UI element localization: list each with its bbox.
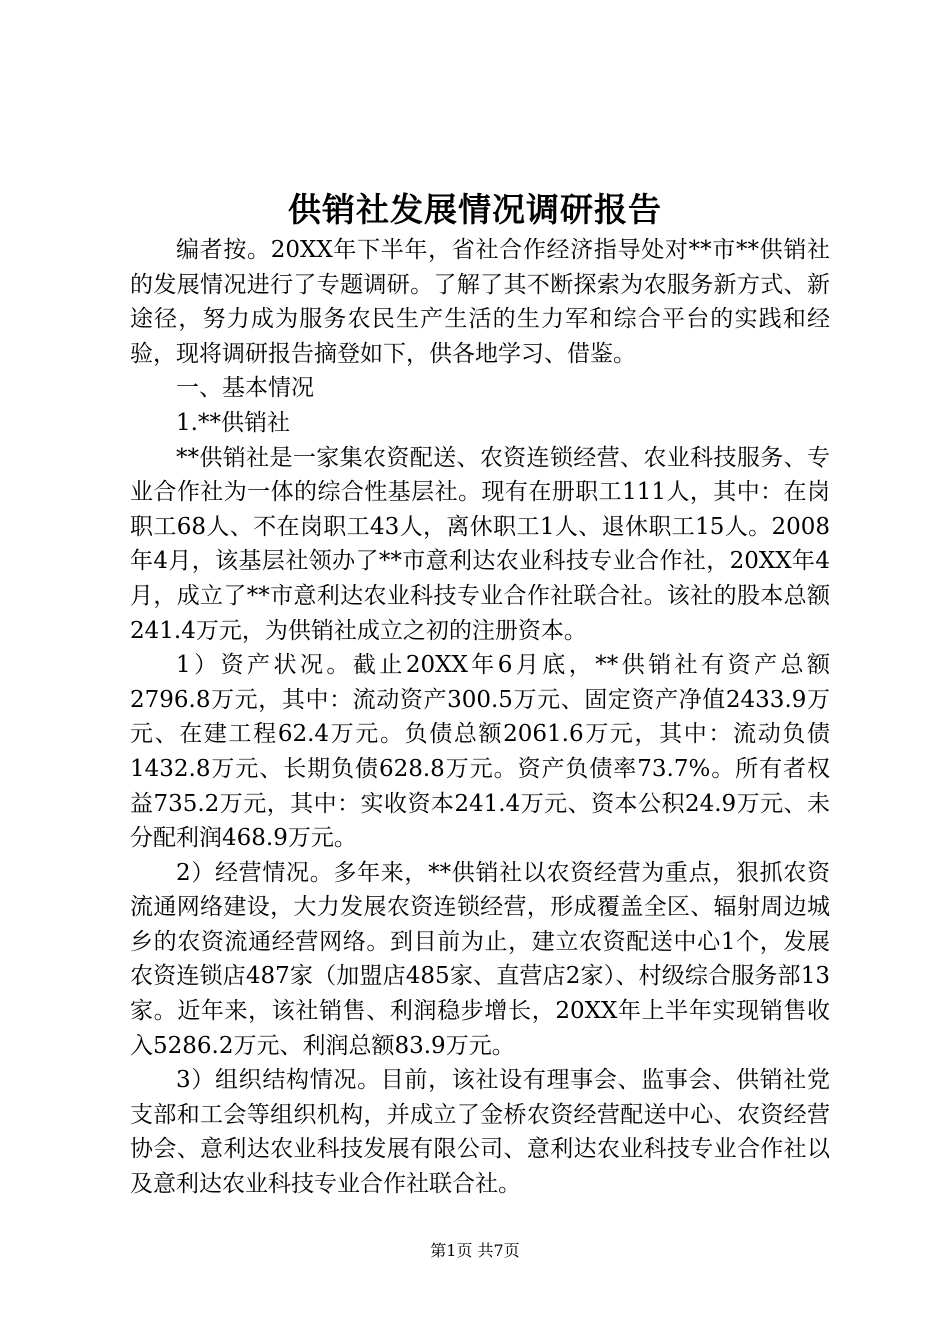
coop-overview-paragraph: **供销社是一家集农资配送、农资连锁经营、农业科技服务、专业合作社为一体的综合性基层社。现有在册职工111人，其中：在岗职工68人、不在岗职工43人，离休职工1人、退休职工15人。2008年4月，该基层社领办了**市意利达农业科技专业合作社，20XX年4月，成立了**市意利达农业科技专业合作社联合社。该社的股本总额241.4万元，为供销社成立之初的注册资本。: [130, 444, 830, 644]
asset-status-paragraph: 1）资产状况。截止20XX年6月底，**供销社有资产总额2796.8万元，其中：流动资产300.5万元、固定资产净值2433.9万元、在建工程62.4万元。负债总额2061.6万元，其中：流动负债1432.8万元、长期负债628.8万元。资产负债率73.7%。所有者权益735.2万元，其中：实收资本241.4万元、资本公积24.9万元、未分配利润468.9万元。: [130, 652, 830, 852]
section-heading-basic-info: 一、基本情况: [176, 375, 314, 402]
document-title: 供销社发展情况调研报告: [288, 190, 662, 229]
org-structure-paragraph: 3）组织结构情况。目前，该社设有理事会、监事会、供销社党支部和工会等组织机构，并成立了金桥农资经营配送中心、农资经营协会、意利达农业科技发展有限公司、意利达农业科技专业合作社以及意利达农业科技专业合作社联合社。: [130, 1067, 830, 1198]
editor-note-paragraph: 编者按。20XX年下半年，省社合作经济指导处对**市**供销社的发展情况进行了专题调研。了解了其不断探索为农服务新方式、新途径，努力成为服务农民生产生活的生力军和综合平台的实践和经验，现将调研报告摘登如下，供各地学习、借鉴。: [130, 237, 830, 367]
document-body: [130, 233, 830, 1202]
subsection-heading-coop: 1.**供销社: [176, 409, 290, 436]
operation-status-paragraph: 2）经营情况。多年来，**供销社以农资经营为重点，狠抓农资流通网络建设，大力发展农资连锁经营，形成覆盖全区、辐射周边城乡的农资流通经营网络。到目前为止，建立农资配送中心1个，发展农资连锁店487家（加盟店485家、直营店2家）、村级综合服务部13家。近年来，该社销售、利润稳步增长，20XX年上半年实现销售收入5286.2万元、利润总额83.9万元。: [130, 859, 830, 1059]
page-footer: 第1页 共7页: [430, 1241, 520, 1260]
